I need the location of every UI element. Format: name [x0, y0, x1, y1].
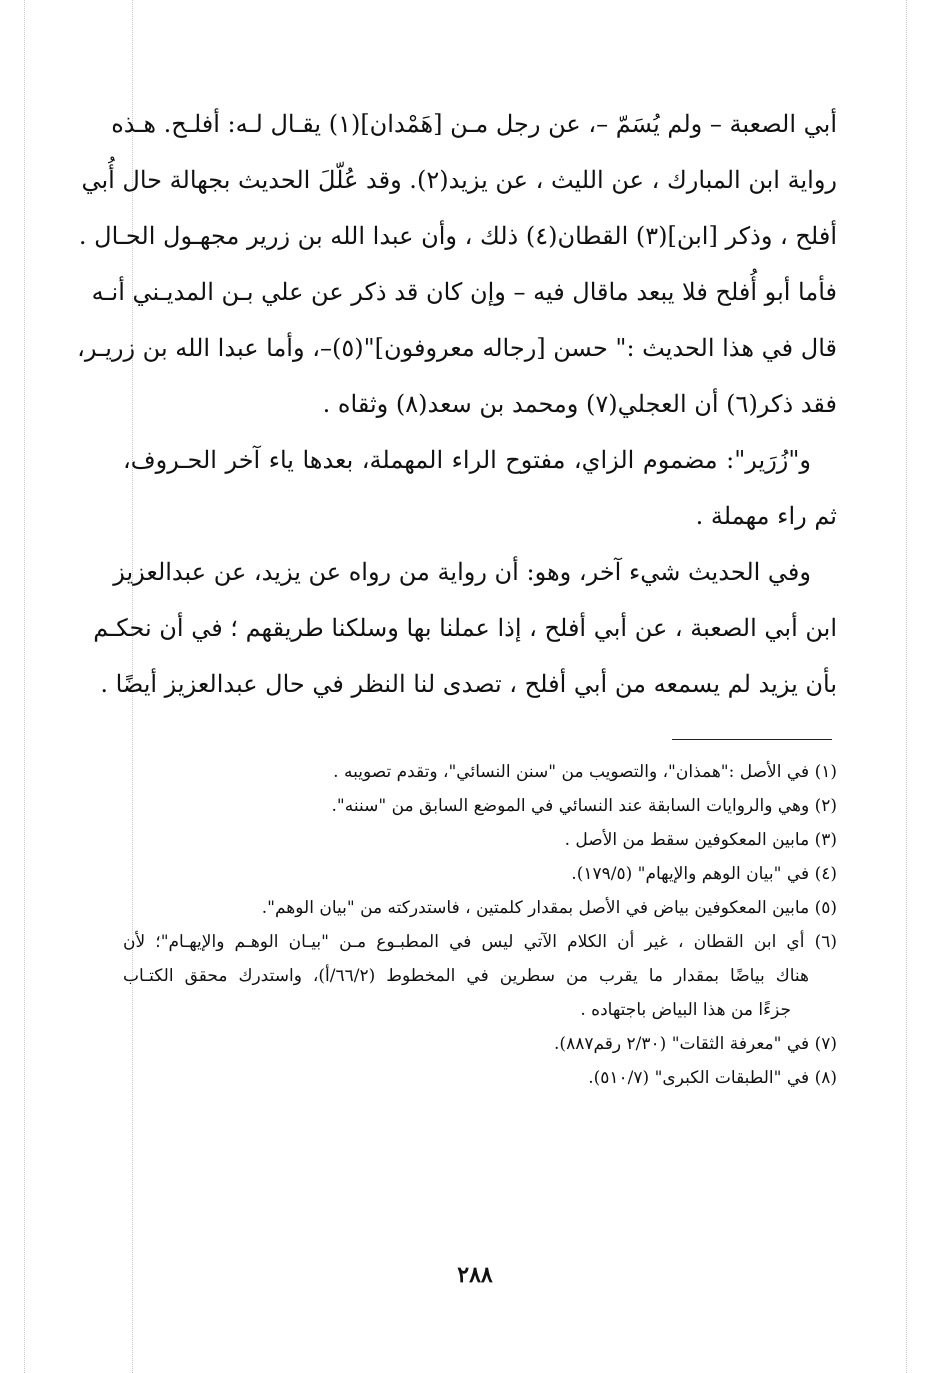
footnote-line: (٥) مابين المعكوفين بياض في الأصل بمقدار كلمتين ، فاستدركته من "بيان الوهم".	[261, 898, 837, 918]
body-line: أبي الصعبة – ولم يُسَمّ –، عن رجل مـن [هَمْدان](١) يقـال لـه: أفلـح. هـذه	[111, 110, 837, 138]
page-number: ٢٨٨	[457, 1262, 493, 1288]
body-line: و"زُرَير": مضموم الزاي، مفتوح الراء المهملة، بعدها ياء آخر الحـروف،	[123, 446, 812, 474]
body-line: قال في هذا الحديث :" حسن [رجاله معروفون]"(٥)–، وأما عبدا الله بن زريـر،	[77, 334, 837, 362]
body-line: ابن أبي الصعبة ، عن أبي أفلح ، إذا عملنا بها وسلكنا طريقهم ؛ في أن نحكـم	[93, 614, 837, 642]
footnote-line: (٤) في "بيان الوهم والإيهام" (١٧٩/٥).	[571, 864, 837, 884]
footnotes	[123, 755, 837, 1095]
footnote-line: (١) في الأصل :"همذان"، والتصويب من "سنن النسائي"، وتقدم تصويبه .	[333, 762, 837, 782]
footnote-line: هناك بياضًا بمقدار ما يقرب من سطرين في المخطوط (٦٦/٢/أ)، واستدرك محقق الكتـاب	[123, 966, 809, 986]
body-line: ثم راء مهملة .	[695, 502, 837, 530]
footnote-line: (٨) في "الطبقات الكبرى" (٥١٠/٧).	[588, 1068, 837, 1088]
scan-dotted-line	[906, 0, 907, 1373]
body-line: أفلح ، وذكر [ابن](٣) القطان(٤) ذلك ، وأن عبدا الله بن زرير مجهـول الحـال .	[78, 222, 837, 250]
footnote-line: (٣) مابين المعكوفين سقط من الأصل .	[564, 830, 837, 850]
main-body-text	[77, 96, 837, 712]
scan-dotted-line	[24, 0, 25, 1373]
body-line: بأن يزيد لم يسمعه من أبي أفلح ، تصدى لنا النظر في حال عبدالعزيز أيضًا .	[100, 670, 837, 698]
footnote-line: جزءًا من هذا البياض باجتهاده .	[580, 1000, 791, 1020]
body-line: فأما أبو أُفلح فلا يبعد ماقال فيه – وإن كان قد ذكر عن علي بـن المديـني أنـه	[91, 278, 837, 306]
footnote-line: (٢) وهي والروايات السابقة عند النسائي في الموضع السابق من "سننه".	[331, 796, 837, 816]
footnote-line: (٧) في "معرفة الثقات" (٢/٣٠ رقم٨٨٧).	[554, 1034, 837, 1054]
body-line: رواية ابن المبارك ، عن الليث ، عن يزيد(٢). وقد عُلّلَ الحديث بجهالة حال أُبي	[81, 166, 837, 194]
footnote-separator	[672, 739, 832, 740]
body-line: فقد ذكر(٦) أن العجلي(٧) ومحمد بن سعد(٨) وثقاه .	[322, 390, 837, 418]
body-line: وفي الحديث شيء آخر، وهو: أن رواية من رواه عن يزيد، عن عبدالعزيز	[113, 558, 811, 586]
footnote-line: (٦) أي ابن القطان ، غير أن الكلام الآتي ليس في المطبـوع مـن "بيـان الوهـم والإيهـام"؛ لأن	[123, 932, 837, 952]
